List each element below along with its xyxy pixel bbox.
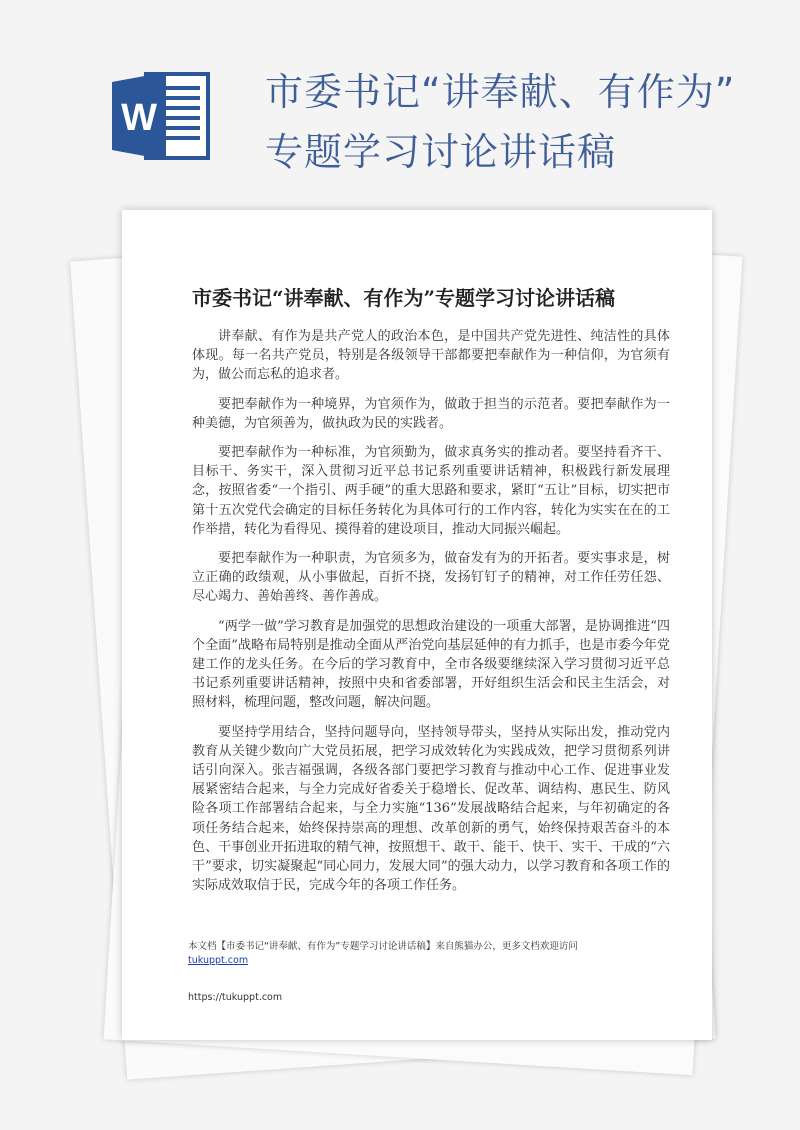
paragraph: 要把奉献作为一种职责，为官须多为，做奋发有为的开拓者。要实事求是，树立正确的政绩观，从小事做起，百折不挠，发扬钉钉子的精神，对工作任劳任怨、尽心竭力、善始善终、善作善成。 — [192, 551, 670, 605]
paragraph: “两学一做”学习教育是加强党的思想政治建设的一项重大部署，是协调推进“四个全面”战略布局特别是推动全面从严治党向基层延伸的有力抓手，也是市委今年党建工作的龙头任务。在今后的学习教育中，全市各级要继续深入学习贯彻习近平总书记系列重要讲话精神，按照中央和省委部署，开好组织生活会和民主生活会，对照材料，梳理问题，整改问题，解决问题。 — [192, 618, 670, 711]
footer-url-text[interactable]: https://tukuppt.com — [188, 992, 283, 1003]
paragraph: 要坚持学用结合，坚持问题导向，坚持领导带头，坚持从实际出发，推动党内教育从关键少数向广大党员拓展，把学习成效转化为实践成效，把学习贯彻系列讲话引向深入。张吉福强调，各级各部门要把学习教育与推动中心工作、促进事业发展紧密结合起来，与全力完成好省委关于稳增长、促改革、调结构、惠民生、防风险各项工作部署结合起来，与全力实施“136”发展战略结合起来，与年初确定的各项任务结合起来，始终保持崇高的理想、改革创新的勇气，始终保持艰苦奋斗的本色、干事创业开拓进取的精气神，按照想干、敢干、能干、快干、实干、干成的“六干”要求，切实凝聚起“同心同力，发展大同”的强大动力，以学习教育和各项工作的实际成效取信于民，完成今年的各项工作任务。 — [192, 724, 670, 894]
document-title: 市委书记“讲奉献、有作为”专题学习讨论讲话稿 — [192, 286, 616, 310]
document-page — [122, 210, 712, 1040]
document-body — [192, 327, 670, 905]
page-title-line1: 市委书记“讲奉献、有作为” — [265, 70, 736, 114]
footnote-text: 本文档【市委书记“讲奉献、有作为”专题学习讨论讲话稿】来自熊猫办公，更多文档欢迎访问 — [188, 941, 578, 952]
word-icon — [112, 68, 212, 164]
footnote-link[interactable]: tukuppt.com — [188, 955, 249, 966]
paragraph: 要把奉献作为一种标准，为官须勤为，做求真务实的推动者。要坚持看齐干、目标干、务实干，深入贯彻习近平总书记系列重要讲话精神，积极践行新发展理念，按照省委“一个指引、两手硬”的重大思路和要求，紧盯“五让”目标，切实把市第十五次党代会确定的目标任务转化为具体可行的工作内容，转化为实实在在的工作举措，转化为看得见、摸得着的建设项目，推动大同振兴崛起。 — [192, 445, 670, 537]
footer-url — [188, 992, 282, 1003]
source-footnote — [188, 940, 658, 968]
word-icon-letter: W — [121, 97, 157, 139]
paragraph: 讲奉献、有作为是共产党人的政治本色，是中国共产党先进性、纯洁性的具体体现。每一名共产党员，特别是各级领导干部都要把奉献作为一种信仰，为官须有为，做公而忘私的追求者。 — [192, 329, 670, 383]
page-title — [265, 62, 785, 182]
paragraph: 要把奉献作为一种境界，为官须作为，做敢于担当的示范者。要把奉献作为一种美德，为官须善为，做执政为民的实践者。 — [192, 396, 670, 431]
page-title-line2: 专题学习讨论讲话稿 — [265, 130, 617, 174]
